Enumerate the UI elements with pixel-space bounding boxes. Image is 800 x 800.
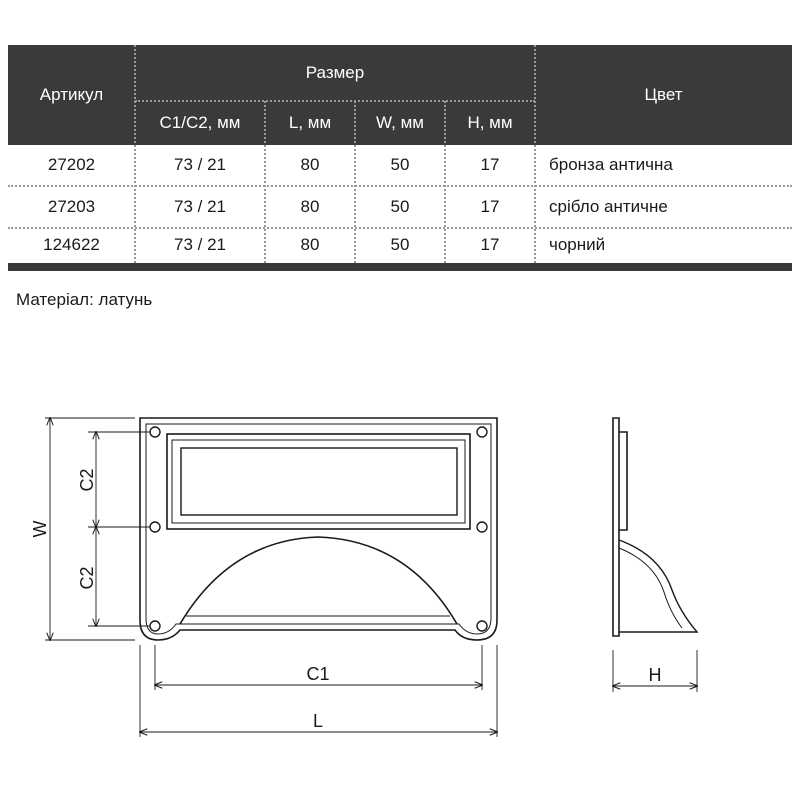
- label-c1: C1: [306, 664, 330, 684]
- cell-color: чорний: [549, 235, 606, 254]
- header-size-group: Размер: [305, 63, 365, 82]
- cell-h: 17: [480, 155, 500, 174]
- label-l: L: [312, 711, 324, 731]
- cell-w: 50: [390, 197, 410, 216]
- cell-article: 27202: [47, 155, 96, 174]
- cell-l: 80: [300, 197, 320, 216]
- cell-article: 124622: [43, 235, 100, 254]
- label-h: H: [648, 665, 662, 685]
- label-w: W: [30, 520, 50, 538]
- cell-h: 17: [480, 197, 500, 216]
- header-w: W, мм: [376, 113, 424, 132]
- cell-w: 50: [390, 235, 410, 254]
- cell-l: 80: [300, 155, 320, 174]
- header-c1c2: C1/C2, мм: [159, 113, 241, 132]
- cell-color: срібло античне: [549, 197, 668, 216]
- cell-c1c2: 73 / 21: [174, 235, 226, 254]
- cell-c1c2: 73 / 21: [174, 155, 226, 174]
- material-note: Матеріал: латунь: [16, 290, 153, 309]
- header-article: Артикул: [39, 85, 104, 104]
- cell-article: 27203: [47, 197, 96, 216]
- cell-color: бронза антична: [549, 155, 673, 174]
- header-h: H, мм: [467, 113, 513, 132]
- header-l: L, мм: [288, 113, 332, 132]
- header-color: Цвет: [644, 85, 683, 104]
- front-view: [140, 418, 497, 640]
- cell-l: 80: [300, 235, 320, 254]
- dimension-lines: [45, 418, 697, 737]
- cell-h: 17: [480, 235, 500, 254]
- side-view: [613, 418, 697, 636]
- cell-c1c2: 73 / 21: [174, 197, 226, 216]
- label-c2-top: C2: [77, 468, 97, 492]
- cell-w: 50: [390, 155, 410, 174]
- label-c2-bottom: C2: [77, 566, 97, 590]
